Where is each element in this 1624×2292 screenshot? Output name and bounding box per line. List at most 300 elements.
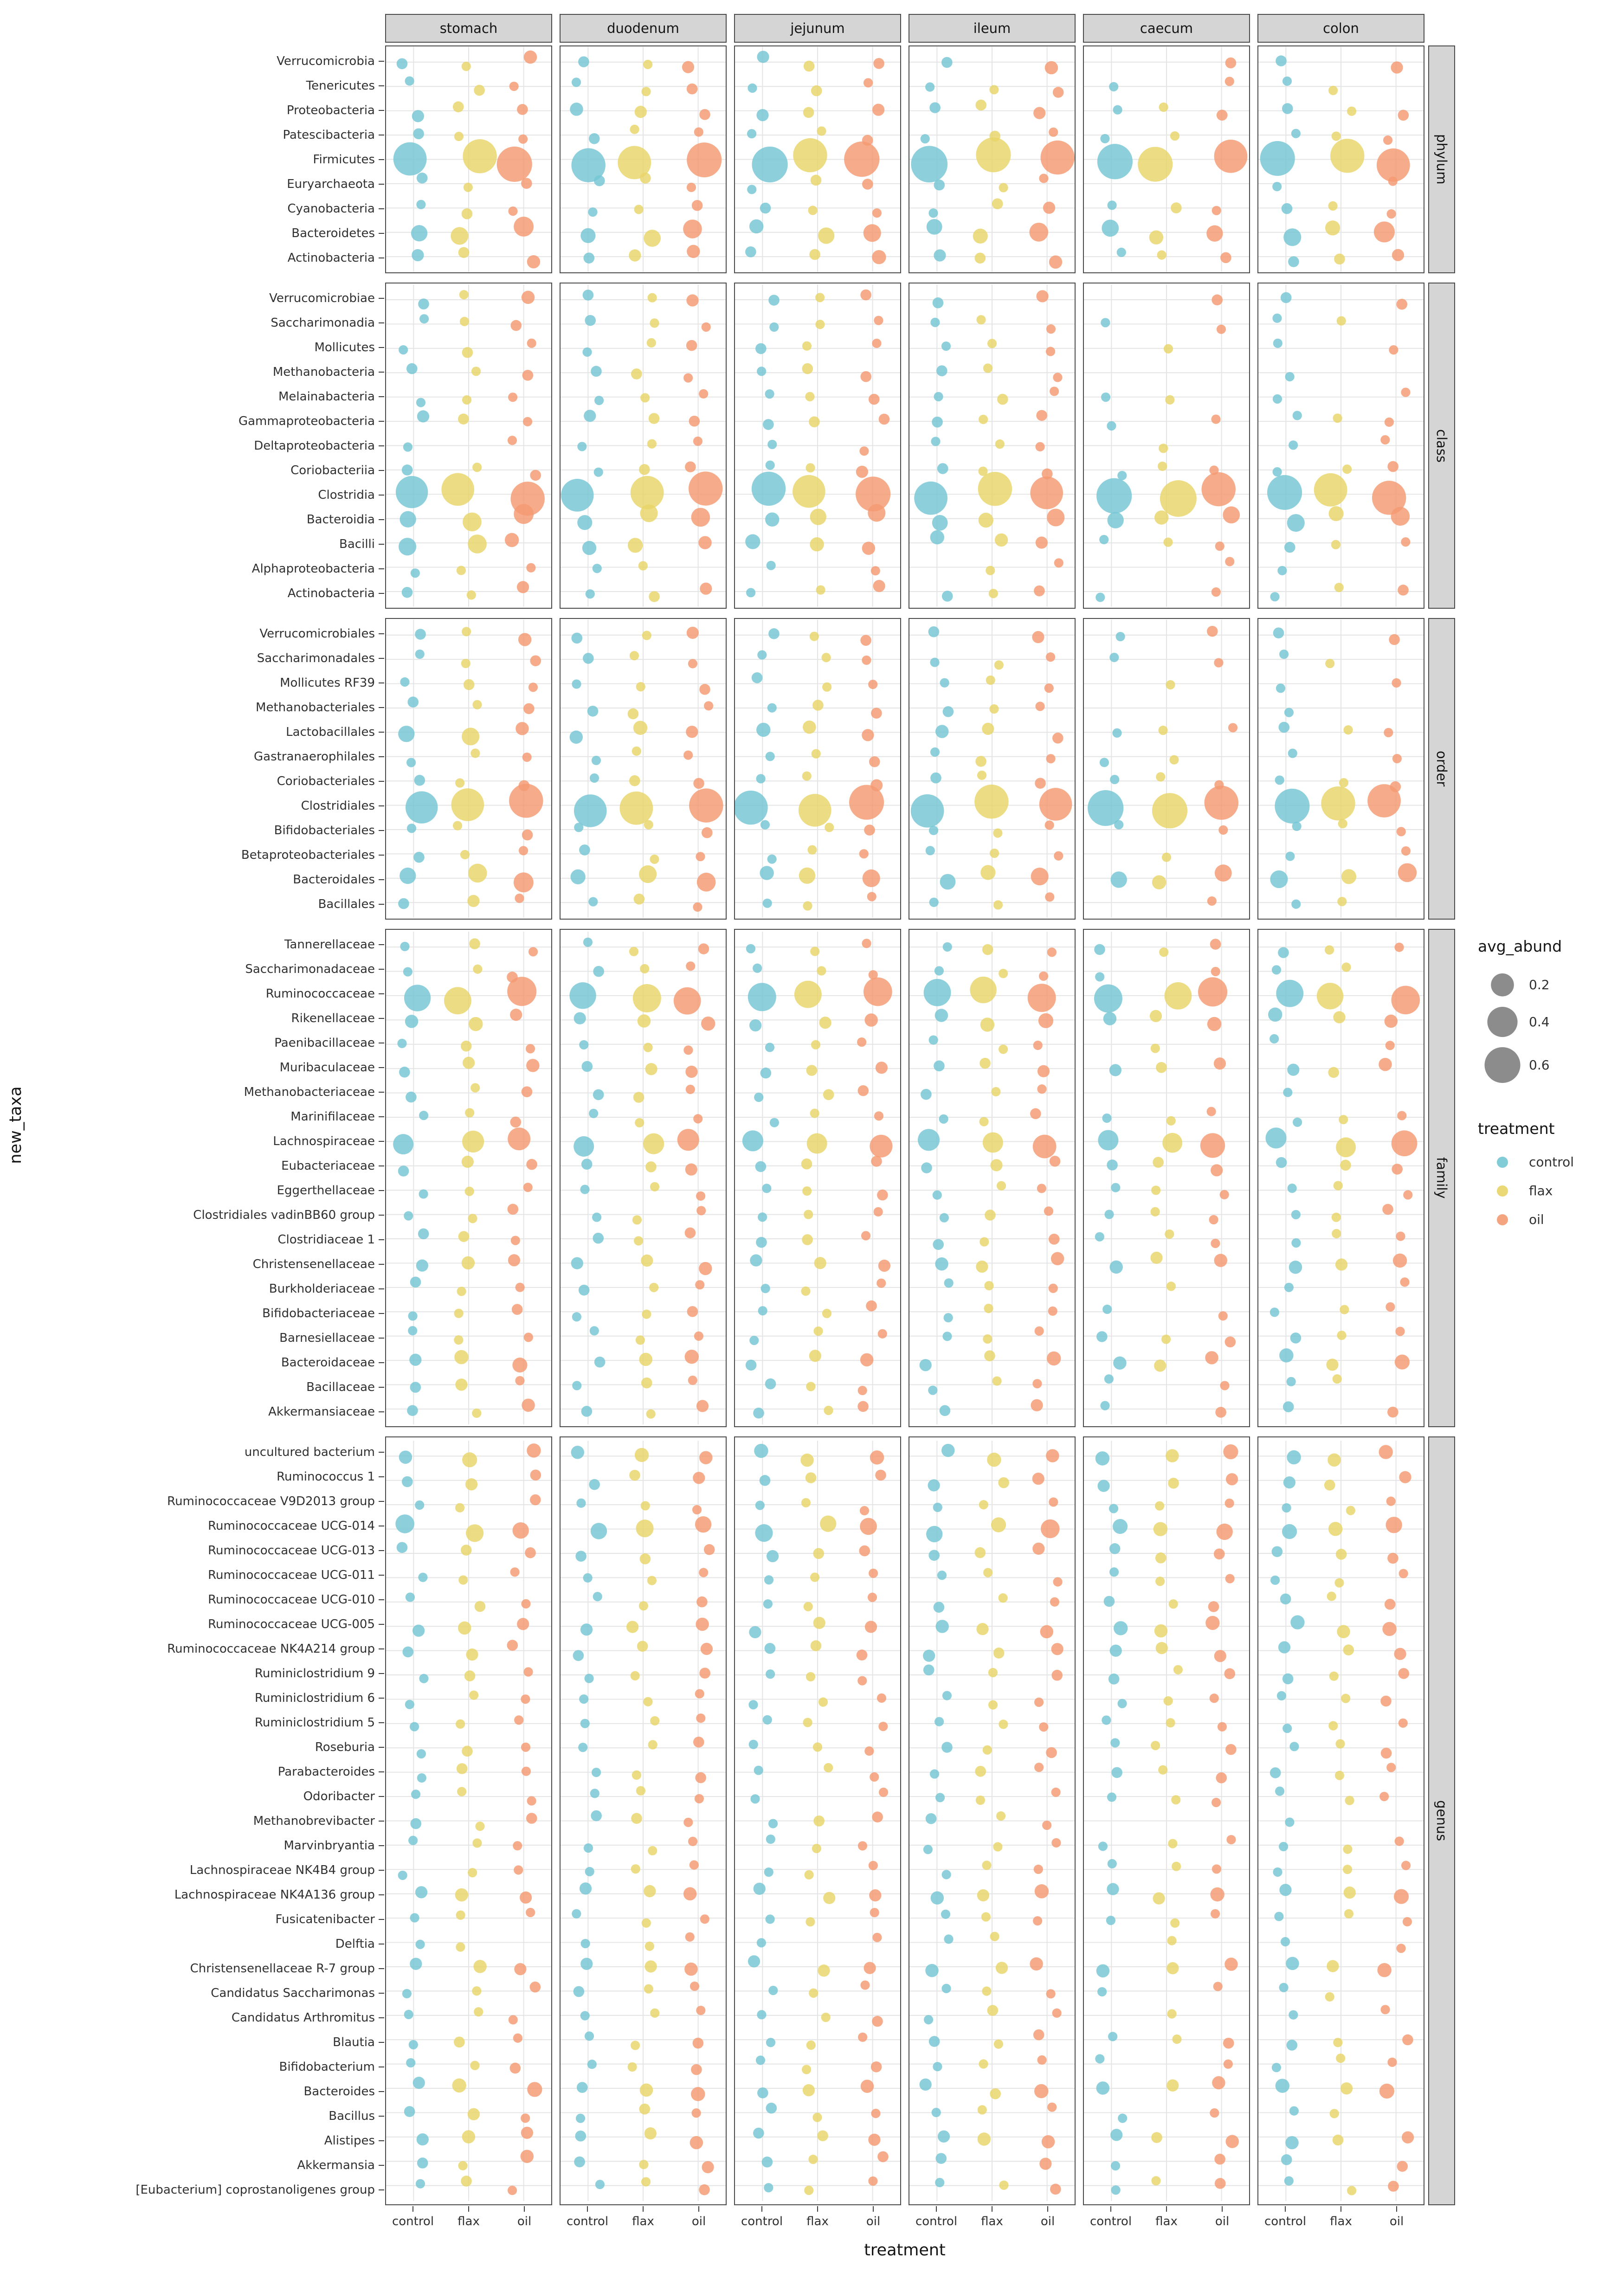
bubble-oil bbox=[512, 1304, 523, 1315]
bubble-oil bbox=[1379, 1058, 1392, 1071]
bubble-oil bbox=[1033, 2029, 1044, 2041]
bubble-flax bbox=[1347, 107, 1356, 116]
bubble-flax bbox=[641, 1255, 653, 1267]
bubble-flax bbox=[999, 1593, 1008, 1603]
bubble-flax bbox=[1344, 1909, 1353, 1919]
bubble-control bbox=[417, 173, 428, 184]
x-axis-label: flax bbox=[1330, 2215, 1352, 2228]
bubble-control bbox=[1109, 653, 1119, 662]
bubble-oil bbox=[877, 1190, 888, 1201]
bubble-flax bbox=[1159, 103, 1168, 112]
bubble-oil bbox=[516, 722, 528, 735]
bubble-control bbox=[1100, 1401, 1109, 1410]
bubble-flax bbox=[650, 1716, 659, 1725]
bubble-flax bbox=[1166, 1116, 1176, 1126]
bubble-oil bbox=[508, 1254, 520, 1266]
y-axis-label: Ruminococcaceae V9D2013 group bbox=[167, 1494, 375, 1508]
bubble-flax bbox=[633, 1092, 644, 1103]
bubble-oil bbox=[1052, 2009, 1062, 2018]
bubble-flax bbox=[1335, 1739, 1345, 1749]
bubble-flax bbox=[1154, 1522, 1167, 1536]
panel-ileum-class bbox=[909, 283, 1076, 609]
bubble-flax bbox=[1138, 147, 1173, 181]
bubble-control bbox=[1100, 134, 1109, 143]
bubble-control bbox=[1275, 775, 1284, 785]
bubble-control bbox=[403, 442, 412, 451]
bubble-oil bbox=[1208, 1601, 1219, 1612]
bubble-control bbox=[419, 1111, 428, 1120]
bubble-control bbox=[767, 1550, 779, 1562]
bubble-control bbox=[1096, 1331, 1108, 1342]
y-axis-label: Bacteroidetes bbox=[291, 226, 375, 240]
bubble-flax bbox=[456, 1911, 465, 1920]
bubble-flax bbox=[1333, 1011, 1345, 1023]
bubble-flax bbox=[1160, 480, 1197, 517]
bubble-control bbox=[942, 591, 953, 602]
bubble-oil bbox=[860, 290, 871, 301]
bubble-control bbox=[584, 1843, 593, 1853]
bubble-oil bbox=[1214, 140, 1248, 173]
bubble-flax bbox=[648, 1740, 657, 1749]
y-tick bbox=[379, 1264, 384, 1265]
bubble-flax bbox=[1330, 2109, 1339, 2118]
bubble-oil bbox=[686, 726, 698, 738]
bubble-flax bbox=[1172, 2034, 1181, 2044]
bubble-flax bbox=[986, 566, 995, 575]
bubble-flax bbox=[825, 823, 834, 832]
bubble-flax bbox=[793, 138, 827, 172]
bubble-control bbox=[754, 1093, 763, 1102]
bubble-control bbox=[588, 897, 598, 906]
bubble-control bbox=[937, 463, 948, 474]
y-axis-label: Akkermansia bbox=[297, 2158, 375, 2172]
bubble-flax bbox=[1333, 1374, 1342, 1384]
bubble-oil bbox=[1212, 587, 1221, 597]
bubble-control bbox=[934, 1602, 945, 1613]
y-axis-label: Melainabacteria bbox=[278, 389, 375, 404]
bubble-control bbox=[1109, 1261, 1122, 1274]
bubble-control bbox=[932, 2108, 941, 2117]
panel-duodenum-order bbox=[560, 618, 727, 920]
bubble-oil bbox=[1033, 1041, 1043, 1050]
bubble-control bbox=[407, 824, 416, 833]
bubble-flax bbox=[460, 317, 469, 326]
x-tick bbox=[873, 2206, 874, 2212]
bubble-flax bbox=[984, 1281, 993, 1290]
bubble-control bbox=[758, 1306, 767, 1315]
bubble-control bbox=[1095, 972, 1104, 981]
bubble-oil bbox=[1211, 1164, 1223, 1176]
bubble-oil bbox=[530, 1982, 541, 1993]
bubble-oil bbox=[1401, 388, 1410, 397]
bubble-flax bbox=[1328, 1721, 1338, 1730]
bubble-flax bbox=[1166, 1718, 1175, 1727]
bubble-control bbox=[1276, 1157, 1287, 1168]
bubble-control bbox=[1104, 1596, 1115, 1607]
bubble-control bbox=[748, 983, 776, 1011]
bubble-oil bbox=[523, 1183, 533, 1192]
legend-color-item-oil bbox=[1482, 1212, 1544, 1228]
bubble-oil bbox=[692, 1505, 702, 1514]
bubble-control bbox=[1099, 535, 1108, 544]
bubble-control bbox=[937, 1571, 947, 1580]
bubble-oil bbox=[1049, 1234, 1060, 1245]
bubble-oil bbox=[517, 581, 529, 593]
bubble-flax bbox=[1332, 131, 1341, 141]
y-tick bbox=[379, 593, 384, 594]
bubble-control bbox=[1288, 749, 1297, 758]
bubble-oil bbox=[1214, 1548, 1225, 1559]
bubble-oil bbox=[872, 104, 884, 116]
bubble-oil bbox=[685, 1350, 699, 1364]
bubble-oil bbox=[1387, 461, 1398, 472]
bubble-oil bbox=[1394, 943, 1404, 952]
bubble-oil bbox=[1032, 1543, 1044, 1555]
y-axis-label: Clostridia bbox=[318, 488, 375, 502]
bubble-control bbox=[580, 1623, 593, 1635]
bubble-oil bbox=[1211, 967, 1220, 976]
y-axis-label: Ruminococcaceae UCG-013 bbox=[208, 1543, 375, 1558]
bubble-oil bbox=[526, 1908, 535, 1917]
bubble-flax bbox=[993, 1648, 1005, 1659]
bubble-control bbox=[756, 774, 766, 783]
bubble-control bbox=[408, 1836, 418, 1845]
bubble-oil bbox=[1226, 1473, 1238, 1485]
bubble-flax bbox=[1157, 251, 1166, 260]
bubble-control bbox=[768, 628, 780, 639]
bubble-oil bbox=[1042, 1821, 1051, 1830]
bubble-oil bbox=[513, 1522, 529, 1539]
facet-strip-ileum: ileum bbox=[909, 14, 1076, 43]
bubble-control bbox=[406, 758, 416, 767]
bubble-oil bbox=[1046, 1747, 1057, 1758]
bubble-control bbox=[585, 1867, 594, 1876]
bubble-oil bbox=[872, 1933, 882, 1942]
bubble-control bbox=[574, 1986, 585, 1997]
bubble-control bbox=[395, 1514, 414, 1533]
y-axis-label: Bifidobacteriales bbox=[274, 823, 375, 837]
bubble-flax bbox=[473, 965, 482, 974]
bubble-oil bbox=[1392, 1130, 1418, 1156]
bubble-flax bbox=[980, 1017, 994, 1031]
bubble-control bbox=[569, 982, 596, 1009]
bubble-control bbox=[762, 2157, 773, 2168]
bubble-flax bbox=[462, 627, 471, 636]
bubble-oil bbox=[1034, 2084, 1048, 2098]
y-tick bbox=[379, 1239, 384, 1240]
bubble-flax bbox=[793, 475, 825, 508]
bubble-flax bbox=[645, 1161, 657, 1172]
bubble-control bbox=[1278, 947, 1289, 958]
bubble-control bbox=[929, 1035, 938, 1044]
bubble-control bbox=[1270, 1034, 1279, 1043]
bubble-flax bbox=[979, 1500, 988, 1509]
bubble-oil bbox=[1226, 2135, 1239, 2148]
bubble-control bbox=[942, 1870, 951, 1879]
bubble-control bbox=[766, 461, 775, 470]
bubble-control bbox=[580, 2011, 590, 2020]
bubble-control bbox=[1102, 219, 1119, 237]
bubble-flax bbox=[1325, 220, 1340, 235]
bubble-oil bbox=[1387, 1553, 1398, 1564]
bubble-control bbox=[398, 1165, 409, 1177]
bubble-control bbox=[1111, 2161, 1120, 2170]
bubble-flax bbox=[644, 1885, 656, 1897]
bubble-oil bbox=[871, 2061, 882, 2073]
bubble-flax bbox=[824, 1406, 833, 1415]
bubble-oil bbox=[872, 1811, 883, 1822]
bubble-flax bbox=[806, 1472, 817, 1483]
bubble-control bbox=[766, 1914, 775, 1924]
y-axis-label: Alphaproteobacteria bbox=[251, 561, 375, 576]
y-axis-label: Alistipes bbox=[324, 2133, 375, 2148]
bubble-control bbox=[764, 2183, 773, 2192]
bubble-control bbox=[757, 367, 766, 376]
bubble-control bbox=[929, 102, 941, 113]
y-tick bbox=[379, 1313, 384, 1314]
bubble-flax bbox=[1152, 793, 1187, 828]
bubble-control bbox=[417, 2133, 429, 2145]
bubble-oil bbox=[685, 1164, 697, 1176]
bubble-oil bbox=[1212, 206, 1221, 215]
bubble-control bbox=[406, 2058, 415, 2067]
bubble-control bbox=[757, 2087, 768, 2099]
bubble-oil bbox=[699, 1667, 710, 1679]
bubble-oil bbox=[1395, 1836, 1404, 1846]
bubble-flax bbox=[975, 1547, 986, 1558]
x-tick bbox=[412, 2206, 413, 2212]
bubble-oil bbox=[1039, 788, 1072, 821]
bubble-control bbox=[577, 515, 592, 530]
bubble-oil bbox=[1388, 177, 1398, 186]
bubble-flax bbox=[644, 820, 653, 830]
bubble-flax bbox=[806, 1672, 815, 1681]
y-tick bbox=[379, 1190, 384, 1191]
bubble-control bbox=[752, 672, 763, 683]
bubble-flax bbox=[978, 2132, 991, 2145]
bubble-control bbox=[585, 2031, 594, 2041]
y-axis-label: Patescibacteria bbox=[283, 128, 375, 142]
bubble-control bbox=[1109, 1504, 1118, 1513]
y-axis-label: Verrucomicrobia bbox=[277, 54, 375, 68]
bubble-flax bbox=[645, 1942, 654, 1951]
y-tick bbox=[379, 1067, 384, 1068]
bubble-control bbox=[760, 866, 773, 880]
bubble-oil bbox=[876, 1279, 886, 1288]
y-tick bbox=[379, 1215, 384, 1216]
x-tick bbox=[698, 2206, 699, 2212]
bubble-flax bbox=[989, 589, 998, 598]
bubble-flax bbox=[1162, 1133, 1182, 1153]
bubble-oil bbox=[530, 1494, 541, 1506]
bubble-oil bbox=[1034, 1763, 1044, 1772]
bubble-oil bbox=[864, 1962, 876, 1974]
bubble-control bbox=[571, 869, 586, 884]
bubble-flax bbox=[809, 1350, 821, 1362]
bubble-flax bbox=[630, 125, 639, 134]
bubble-oil bbox=[522, 1086, 533, 1097]
bubble-flax bbox=[642, 631, 651, 640]
bubble-oil bbox=[701, 1643, 713, 1655]
bubble-oil bbox=[699, 1568, 708, 1577]
y-axis-label: Clostridiaceae 1 bbox=[277, 1232, 375, 1247]
bubble-flax bbox=[1314, 473, 1347, 507]
y-axis-label: Muribaculaceae bbox=[279, 1060, 375, 1075]
bubble-oil bbox=[683, 219, 702, 238]
bubble-oil bbox=[1398, 1719, 1408, 1728]
bubble-oil bbox=[1034, 1865, 1043, 1874]
bubble-flax bbox=[975, 1766, 986, 1777]
bubble-flax bbox=[802, 772, 812, 781]
bubble-oil bbox=[1200, 1133, 1225, 1158]
bubble-flax bbox=[633, 984, 661, 1012]
bubble-flax bbox=[1343, 725, 1353, 734]
bubble-control bbox=[911, 794, 944, 828]
bubble-oil bbox=[1037, 1084, 1046, 1094]
bubble-oil bbox=[1379, 1792, 1389, 1801]
y-axis-label: Ruminiclostridium 6 bbox=[254, 1691, 375, 1705]
bubble-oil bbox=[1202, 472, 1236, 506]
bubble-oil bbox=[870, 1135, 892, 1158]
bubble-control bbox=[943, 706, 954, 717]
x-tick bbox=[1396, 2206, 1397, 2212]
bubble-oil bbox=[516, 1283, 525, 1292]
bubble-oil bbox=[1038, 1013, 1053, 1028]
bubble-control bbox=[934, 249, 946, 261]
y-tick bbox=[379, 1599, 384, 1600]
bubble-control bbox=[405, 1700, 414, 1709]
bubble-oil bbox=[699, 1451, 712, 1464]
bubble-control bbox=[1111, 1183, 1120, 1192]
bubble-control bbox=[404, 1211, 413, 1220]
bubble-flax bbox=[1158, 726, 1167, 735]
bubble-flax bbox=[472, 1838, 482, 1848]
bubble-control bbox=[400, 511, 416, 528]
bubble-control bbox=[410, 1913, 419, 1922]
bubble-control bbox=[941, 1910, 950, 1919]
bubble-control bbox=[749, 1019, 761, 1031]
bubble-control bbox=[400, 942, 409, 951]
bubble-flax bbox=[468, 2108, 480, 2120]
bubble-control bbox=[755, 343, 767, 354]
bubble-oil bbox=[1214, 1650, 1226, 1662]
bubble-oil bbox=[871, 1156, 882, 1167]
legend-color-item-flax bbox=[1482, 1183, 1553, 1199]
bubble-control bbox=[571, 1257, 583, 1269]
bubble-control bbox=[572, 1909, 581, 1919]
y-tick bbox=[379, 707, 384, 708]
bubble-control bbox=[1287, 1450, 1301, 1464]
bubble-oil bbox=[686, 340, 697, 351]
bubble-control bbox=[756, 1237, 767, 1248]
bubble-oil bbox=[1044, 1206, 1053, 1216]
bubble-oil bbox=[497, 147, 532, 182]
panel-caecum-family bbox=[1083, 929, 1250, 1427]
bubble-flax bbox=[992, 198, 1003, 209]
y-axis-label: Lachnospiraceae NK4B4 group bbox=[189, 1863, 375, 1877]
facet-strip-caecum: caecum bbox=[1083, 14, 1250, 43]
bubble-oil bbox=[693, 437, 702, 446]
bubble-control bbox=[414, 775, 425, 786]
bubble-flax bbox=[634, 1236, 643, 1245]
bubble-control bbox=[940, 1213, 949, 1223]
bubble-oil bbox=[514, 217, 534, 237]
bubble-flax bbox=[631, 2041, 640, 2050]
bubble-oil bbox=[859, 1545, 870, 1557]
bubble-control bbox=[1293, 411, 1302, 420]
bubble-flax bbox=[1327, 1960, 1339, 1972]
bubble-oil bbox=[527, 1443, 541, 1457]
bubble-flax bbox=[819, 1017, 831, 1029]
bubble-flax bbox=[1158, 462, 1167, 471]
y-axis-label: Bifidobacteriaceae bbox=[262, 1306, 375, 1320]
x-axis-label: control bbox=[1264, 2215, 1307, 2228]
bubble-control bbox=[1270, 1576, 1280, 1585]
bubble-oil bbox=[509, 82, 519, 91]
bubble-flax bbox=[462, 1131, 484, 1152]
bubble-control bbox=[944, 1278, 954, 1288]
bubble-oil bbox=[514, 504, 534, 524]
facet-strip-phylum: phylum bbox=[1428, 45, 1455, 273]
bubble-oil bbox=[1402, 2131, 1414, 2144]
bubble-control bbox=[572, 1312, 581, 1321]
bubble-control bbox=[1275, 1787, 1284, 1796]
bubble-oil bbox=[694, 1332, 703, 1341]
bubble-oil bbox=[682, 61, 694, 73]
bubble-oil bbox=[1218, 1722, 1227, 1732]
bubble-flax bbox=[631, 368, 642, 380]
bubble-flax bbox=[639, 2104, 650, 2115]
bubble-oil bbox=[862, 135, 873, 146]
bubble-flax bbox=[1155, 1577, 1165, 1586]
bubble-oil bbox=[683, 1045, 693, 1055]
bubble-control bbox=[1290, 1333, 1302, 1344]
bubble-flax bbox=[644, 230, 661, 247]
bubble-oil bbox=[519, 846, 528, 855]
bubble-control bbox=[763, 419, 774, 430]
bubble-control bbox=[930, 747, 940, 757]
bubble-control bbox=[577, 442, 586, 451]
bubble-oil bbox=[873, 580, 885, 592]
bubble-oil bbox=[518, 633, 531, 646]
bubble-oil bbox=[1045, 892, 1054, 901]
bubble-control bbox=[590, 1789, 599, 1798]
bubble-flax bbox=[989, 704, 999, 714]
bubble-control bbox=[762, 1184, 771, 1193]
y-axis-label: Marvinbryantia bbox=[284, 1838, 375, 1853]
bubble-oil bbox=[521, 178, 532, 189]
y-axis-label: Akkermansiaceae bbox=[268, 1404, 375, 1419]
bubble-oil bbox=[874, 316, 883, 325]
bubble-flax bbox=[824, 1763, 833, 1772]
bubble-control bbox=[411, 225, 427, 241]
bubble-flax bbox=[979, 1117, 988, 1126]
bubble-oil bbox=[526, 1044, 535, 1053]
bubble-flax bbox=[1334, 583, 1344, 592]
y-tick bbox=[379, 1575, 384, 1576]
y-axis-label: Eggerthellaceae bbox=[277, 1183, 375, 1198]
bubble-flax bbox=[619, 792, 653, 825]
bubble-oil bbox=[1215, 1407, 1226, 1418]
bubble-control bbox=[1104, 1210, 1114, 1219]
bubble-flax bbox=[989, 131, 1000, 142]
bubble-flax bbox=[461, 659, 470, 668]
bubble-oil bbox=[1049, 1497, 1058, 1507]
bubble-control bbox=[1282, 203, 1293, 214]
x-axis-label: oil bbox=[866, 2215, 881, 2228]
bubble-oil bbox=[1392, 1164, 1403, 1175]
bubble-oil bbox=[879, 1788, 888, 1797]
